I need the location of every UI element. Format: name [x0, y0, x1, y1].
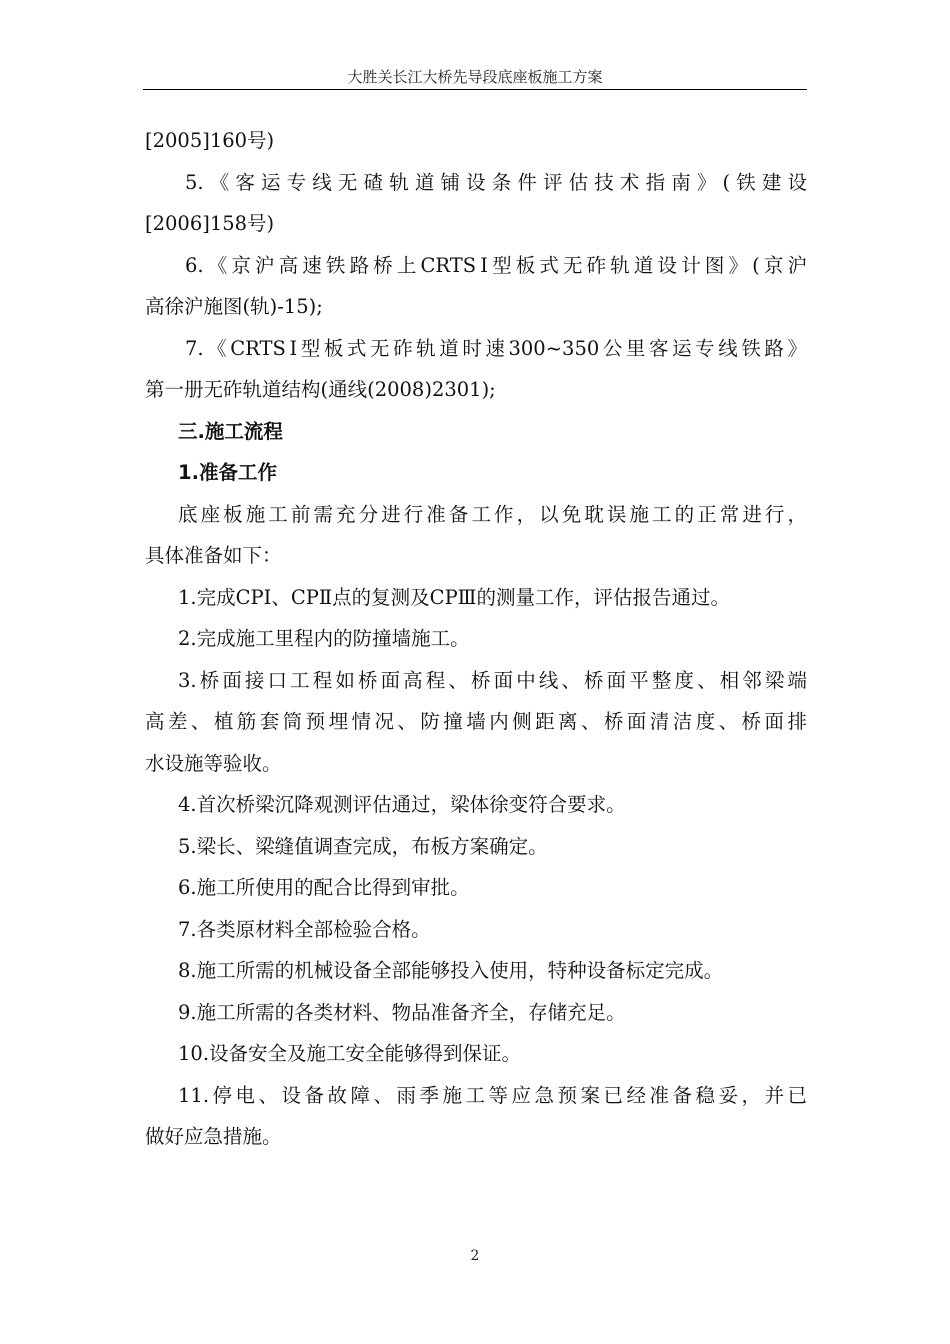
intro-paragraph-continuation: 具体准备如下：	[145, 544, 282, 567]
header-divider	[143, 89, 807, 90]
prep-item-2: 2.完成施工里程内的防撞墙施工。	[178, 627, 470, 650]
reference-5-continuation: [2006]158号)	[145, 212, 275, 235]
prep-item-3-continuation: 高差、植筋套筒预埋情况、防撞墙内侧距离、桥面清洁度、桥面排	[145, 710, 807, 733]
intro-paragraph: 底座板施工前需充分进行准备工作，以免耽误施工的正常进行，	[178, 502, 807, 526]
reference-7: 7.《CRTSⅠ型板式无砟轨道时速300~350公里客运专线铁路》	[185, 336, 807, 360]
reference-7-continuation: 第一册无砟轨道结构(通线(2008)2301);	[145, 378, 496, 401]
page-header-title: 大胜关长江大桥先导段底座板施工方案	[347, 68, 603, 86]
page-number: 2	[470, 1248, 480, 1264]
prep-item-6: 6.施工所使用的配合比得到审批。	[178, 876, 470, 899]
prep-item-9: 9.施工所需的各类材料、物品准备齐全，存储充足。	[178, 1000, 626, 1024]
prep-item-11: 11.停电、设备故障、雨季施工等应急预案已经准备稳妥，并已	[178, 1083, 807, 1107]
document-body	[145, 120, 807, 1158]
section-heading: 三.施工流程	[178, 419, 283, 443]
prep-item-8: 8.施工所需的机械设备全部能够投入使用，特种设备标定完成。	[178, 959, 724, 982]
subsection-heading: 1.准备工作	[178, 461, 277, 484]
reference-6: 6.《京沪高速铁路桥上CRTSⅠ型板式无砟轨道设计图》(京沪	[185, 253, 807, 277]
prep-item-1: 1.完成CPⅠ、CPⅡ点的复测及CPⅢ的测量工作，评估报告通过。	[178, 585, 730, 609]
prep-item-7: 7.各类原材料全部检验合格。	[178, 917, 431, 941]
prep-item-11-continuation: 做好应急措施。	[145, 1125, 282, 1148]
prep-item-4: 4.首次桥梁沉降观测评估通过，梁体徐变符合要求。	[178, 793, 626, 816]
reference-6-continuation: 高徐沪施图(轨)-15);	[145, 295, 323, 318]
reference-5: 5.《客运专线无碴轨道铺设条件评估技术指南》(铁建设	[185, 170, 807, 194]
prep-item-5: 5.梁长、梁缝值调查完成，布板方案确定。	[178, 834, 548, 858]
prep-item-3-continuation-2: 水设施等验收。	[145, 751, 282, 775]
prep-item-10: 10.设备安全及施工安全能够得到保证。	[178, 1042, 522, 1065]
prep-item-3: 3.桥面接口工程如桥面高程、桥面中线、桥面平整度、相邻梁端	[178, 668, 807, 692]
reference-4-continuation: [2005]160号)	[145, 129, 275, 152]
